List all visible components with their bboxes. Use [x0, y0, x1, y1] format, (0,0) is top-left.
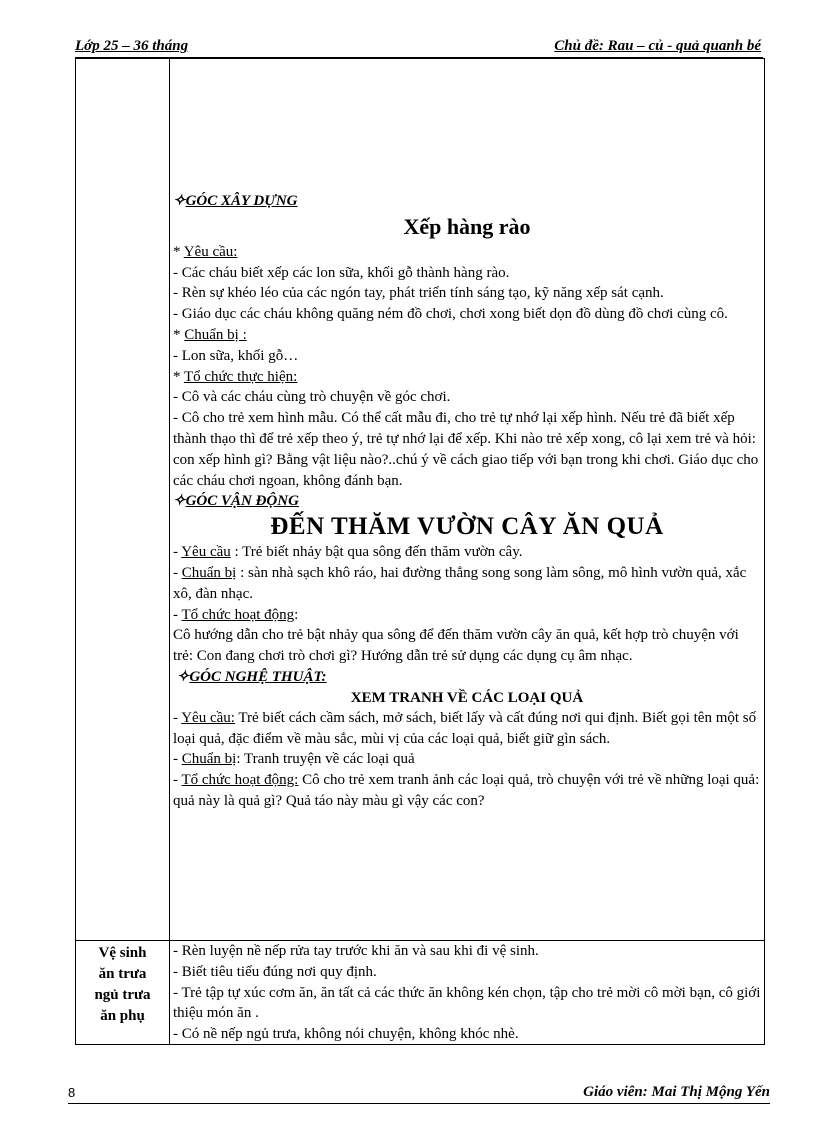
- routine-item: - Trẻ tập tự xúc cơm ăn, ăn tất cả các thức ăn không kén chọn, tập cho trẻ mời cô mời bạn, cô giới thiệu món ăn .: [173, 984, 761, 1022]
- routine-item: - Biết tiêu tiểu đúng nơi quy định.: [173, 963, 377, 980]
- preparation-item: - Chuẩn bị: Tranh truyện về các loại quả: [173, 751, 415, 768]
- routine-cell: [173, 941, 761, 1045]
- activities-cell: [173, 191, 761, 812]
- organization-item: Cô hướng dẫn cho trẻ bật nhảy qua sông để đến thăm vườn cây ăn quả, kết hợp trò chuyện với trẻ: Con đang chơi trò chơi gì? Hướng dẫn trẻ sử dụng các dụng cụ âm nhạc.: [173, 627, 739, 665]
- preparation-item: - Chuẩn bị : sàn nhà sạch khô ráo, hai đường thẳng song song làm sông, mô hình vườn quả, xắc xô, đàn nhạc.: [173, 564, 747, 602]
- sparkle-icon: ✧: [173, 193, 186, 209]
- section-heading-van-dong: ✧GÓC VẬN ĐỘNG: [173, 493, 299, 510]
- organization-label: - Tổ chức hoạt động:: [173, 606, 299, 623]
- page-number: 8: [68, 1085, 76, 1100]
- activity-title-vuon-cay: ĐẾN THĂM VƯỜN CÂY ĂN QUẢ: [270, 513, 664, 541]
- lesson-table: [75, 58, 765, 1045]
- requirement-item: - Yêu cầu: Trẻ biết cách cầm sách, mở sách, biết lấy và cất đúng nơi qui định. Biết gọi tên một số loại quả, đặc điểm về màu sắc, mùi vị của các loại quả, biết giữ gìn sách.: [173, 709, 757, 747]
- preparation-item: - Lon sữa, khối gỗ…: [173, 347, 299, 364]
- sparkle-icon: ✧: [176, 668, 190, 685]
- page-header: [75, 38, 763, 58]
- sparkle-icon: ✧: [173, 493, 186, 510]
- activity-title-xep-hang-rao: Xếp hàng rào: [403, 213, 531, 239]
- requirement-item: - Các cháu biết xếp các lon sữa, khối gỗ thành hàng rào.: [173, 264, 510, 281]
- page-footer: [68, 1084, 770, 1104]
- preparation-label: * Chuẩn bị :: [173, 326, 247, 343]
- organization-item: - Tổ chức hoạt động: Cô cho trẻ xem tranh ảnh các loại quả, trò chuyện với trẻ về những loại quả: quả này là quả gì? Quả táo này màu gì vậy các con?: [173, 772, 760, 809]
- routine-label: Vệ sinh ăn trưa ngủ trưa ăn phụ: [94, 945, 151, 1024]
- organization-label: * Tổ chức thực hiện:: [173, 368, 298, 385]
- section-heading-nghe-thuat: ✧GÓC NGHỆ THUẬT:: [176, 668, 327, 685]
- requirement-item: - Yêu cầu : Trẻ biết nhảy bật qua sông đến thăm vườn cây.: [173, 544, 523, 561]
- class-label: Lớp 25 – 36 tháng: [75, 38, 189, 54]
- column-divider: [169, 59, 170, 1044]
- requirement-item: - Rèn sự khéo léo của các ngón tay, phát triển tính sáng tạo, kỹ năng xếp sát cạnh.: [173, 285, 664, 302]
- requirement-item: - Giáo dục các cháu không quăng ném đồ chơi, chơi xong biết dọn đồ dùng đồ chơi cùng cô.: [173, 306, 728, 323]
- routine-item: - Có nề nếp ngủ trưa, không nói chuyện, không khóc nhè.: [173, 1026, 519, 1043]
- topic-label: Chủ đề: Rau – củ - quả quanh bé: [554, 38, 761, 54]
- routine-item: - Rèn luyện nề nếp rửa tay trước khi ăn và sau khi đi vệ sinh.: [173, 943, 539, 959]
- organization-item: - Cô và các cháu cùng trò chuyện về góc chơi.: [173, 389, 451, 406]
- activity-title-xem-tranh: XEM TRANH VỀ CÁC LOẠI QUẢ: [350, 689, 584, 706]
- section-heading-xay-dung: ✧GÓC XÂY DỰNG: [173, 193, 298, 209]
- organization-item: - Cô cho trẻ xem hình mẫu. Có thể cất mẫu đi, cho trẻ tự nhớ lại xếp hình. Nếu trẻ đã biết xếp thành thạo thì để trẻ xếp theo ý, trẻ tự nhớ lại để xếp. Khi nào trẻ xếp xong, cô lại xem trẻ và hỏi: con xếp hình gì? Bằng vật liệu nào?..chú ý về cách giao tiếp với bạn trong khi chơi. Giáo dục cho các cháu chơi ngoan, không đánh bạn.: [173, 410, 759, 489]
- requirement-label: * Yêu cầu:: [173, 243, 238, 260]
- teacher-name: Giáo viên: Mai Thị Mộng Yến: [583, 1084, 770, 1100]
